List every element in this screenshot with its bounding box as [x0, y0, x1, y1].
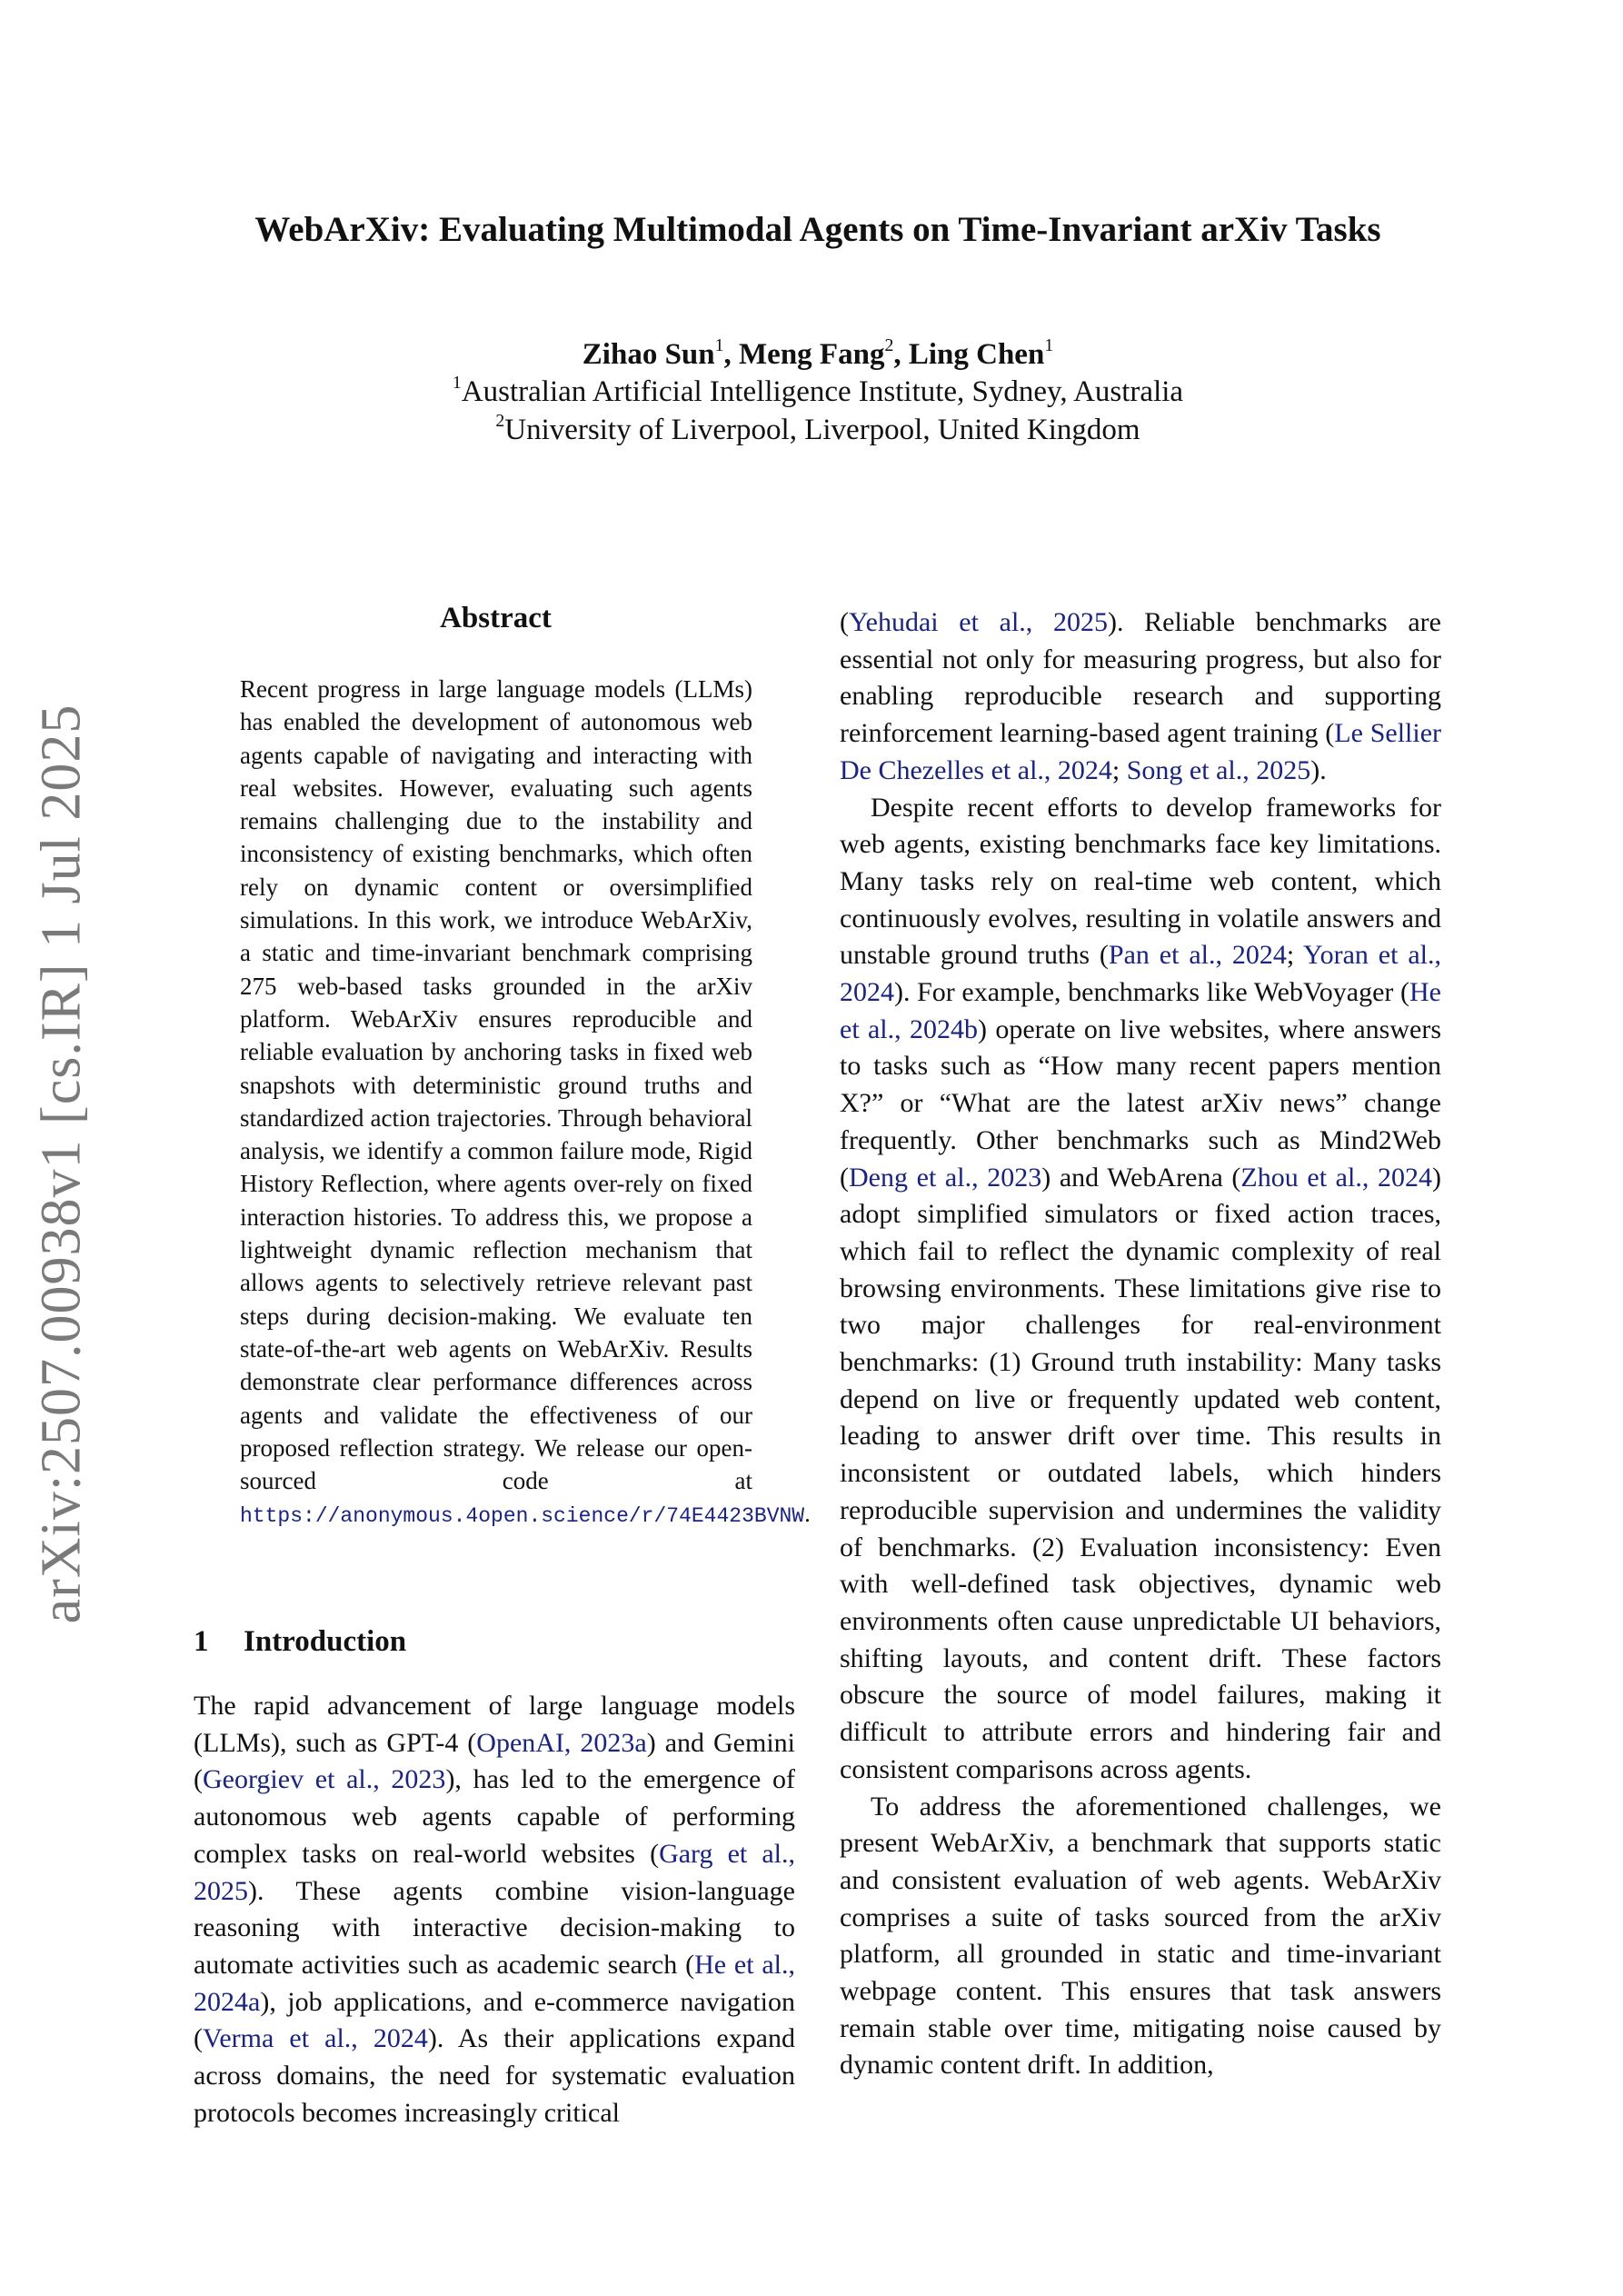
citation-link[interactable]: Garg et al., 2025: [194, 1838, 795, 1906]
affiliation-1: [136, 373, 1499, 411]
author-separator: ,: [893, 338, 909, 371]
citation-link[interactable]: Deng et al., 2023: [849, 1162, 1042, 1193]
text-run: ) and WebArena (: [1041, 1162, 1241, 1193]
abstract-text: Recent progress in large language models (LLMs) has enabled the development of autonomous web agents capable of navigating and interacting with real websites. However, evaluating such agents remains challenging due to the instability and inconsistency of existing benchmarks, which often rely on dynamic content or oversimplified simulations. In this work, we introduce WebArXiv, a static and time-invariant benchmark comprising 275 web-based tasks grounded in the arXiv platform. WebArXiv ensures reproducible and reliable evaluation by anchoring tasks in fixed web snapshots with deterministic ground truths and standardized action trajectories. Through behavioral analysis, we identify a common failure mode, Rigid History Reflection, where agents over-rely on fixed interaction histories. To address this, we propose a lightweight dynamic reflection mechanism that allows agents to selectively retrieve relevant past steps during decision-making. We evaluate ten state-of-the-art web agents on WebArXiv. Results demonstrate clear performance differences across agents and validate the effectiveness of our proposed reflection strategy. We release our open-sourced code at: [240, 675, 752, 1495]
citation-link[interactable]: Yehudai et al., 2025: [849, 607, 1108, 637]
text-run: ;: [1111, 754, 1127, 785]
author-name: Meng Fang: [739, 338, 885, 371]
author-separator: ,: [723, 338, 740, 371]
paragraph-intro-1: [194, 1688, 795, 2131]
citation-link[interactable]: Pan et al., 2024: [1108, 940, 1287, 971]
author-name: Zihao Sun: [582, 338, 715, 371]
text-run: (: [840, 607, 849, 637]
text-run: ), has led to the emergence of autonomous web agents capable of performing complex tasks on real-world websites (: [194, 1764, 795, 1869]
text-run: The rapid advancement of large language models (LLMs), such as GPT-4 (: [194, 1691, 795, 1758]
author-list: [136, 336, 1499, 373]
citation-link[interactable]: He et al., 2024b: [840, 977, 1441, 1044]
affiliation-marker: 1: [452, 373, 462, 393]
abstract-end: .: [804, 1500, 811, 1528]
section-number: 1: [194, 1625, 209, 1658]
affiliation-text: University of Liverpool, Liverpool, United Kingdom: [504, 414, 1140, 446]
section-title: Introduction: [244, 1625, 407, 1658]
abstract-heading: Abstract: [440, 602, 552, 634]
text-run: ), job applications, and e-commerce navigation (: [194, 1986, 795, 2054]
paragraph-intro-1-continued: [840, 604, 1441, 790]
affiliation-marker: 2: [884, 335, 894, 355]
citation-link[interactable]: Zhou et al., 2024: [1240, 1162, 1432, 1193]
citation-link[interactable]: Yoran et al., 2024: [840, 940, 1441, 1008]
affiliation-marker: 2: [495, 411, 505, 431]
text-run: ;: [1286, 940, 1303, 971]
paragraph-intro-2: [840, 790, 1441, 1789]
affiliation-text: Australian Artificial Intelligence Institute, Sydney, Australia: [461, 375, 1184, 408]
affiliation-2: [136, 411, 1499, 449]
paragraph-intro-3: To address the aforementioned challenges, we present WebArXiv, a benchmark that supports static and consistent evaluation of web agents. WebArXiv comprises a suite of tasks sourced from the arXiv platform, all grounded in static and time-invariant webpage content. This ensures that task answers remain stable over time, mitigating noise caused by dynamic content drift. In addition,: [840, 1791, 1441, 2081]
author-block: [136, 336, 1499, 449]
author-name: Ling Chen: [908, 338, 1045, 371]
citation-link[interactable]: Le Sellier De Chezelles et al., 2024: [840, 718, 1442, 785]
text-run: ). Reliable benchmarks are essential not only for measuring progress, but also for enabling reproducible research and supporting reinforcement learning-based agent training (: [840, 607, 1441, 749]
text-run: ). As their applications expand across domains, the need for systematic evaluation protocols becomes increasingly critical: [194, 2023, 795, 2128]
citation-link[interactable]: Verma et al., 2024: [203, 2023, 428, 2054]
text-run: ) operate on live websites, where answers to tasks such as “How many recent papers mention X?” or “What are the latest arXiv news” change frequently. Other benchmarks such as Mind2Web (: [840, 1013, 1441, 1193]
text-run: ) adopt simplified simulators or fixed action traces, which fail to reflect the dynamic complexity of real browsing environments. These limitations give rise to two major challenges for real-environment benchmarks: (1) Ground truth instability: Many tasks depend on live or frequently updated web content, leading to answer drift over time. This results in inconsistent or outdated labels, which hinders reproducible supervision and undermines the validity of benchmarks. (2) Evaluation inconsistency: Even with well-defined task objectives, dynamic web environments often cause unpredictable UI behaviors, shifting layouts, and content drift. These factors obscure the source of model failures, making it difficult to attribute errors and hindering fair and consistent comparisons across agents.: [840, 1162, 1441, 1784]
arxiv-identifier-watermark: [25, 704, 98, 1623]
right-column: [840, 604, 1441, 2084]
affiliation-marker: 1: [714, 335, 724, 355]
affiliation-marker: 1: [1044, 335, 1054, 355]
citation-link[interactable]: Georgiev et al., 2023: [203, 1764, 446, 1795]
text-run: Despite recent efforts to develop frameworks for web agents, existing benchmarks face key limitations. Many tasks rely on real-time web content, which continuously evolves, resulting in volatile answers and unstable ground truths (: [840, 792, 1441, 971]
citation-link[interactable]: Song et al., 2025: [1126, 754, 1311, 785]
left-column: [194, 1688, 795, 2131]
citation-link[interactable]: OpenAI, 2023a: [476, 1727, 647, 1758]
text-run: ).: [1310, 754, 1327, 785]
text-run: ) and Gemini (: [194, 1727, 795, 1795]
text-run: ). For example, benchmarks like WebVoyager (: [894, 977, 1410, 1008]
abstract-body: [240, 673, 811, 1533]
section-heading: [194, 1625, 406, 1659]
code-link[interactable]: https://anonymous.4open.science/r/74E4423BVNW: [240, 1504, 805, 1529]
citation-link[interactable]: He et al., 2024a: [194, 1949, 796, 2017]
arxiv-identifier: arXiv:2507.00938v1 [cs.IR] 1 Jul 2025: [30, 704, 93, 1623]
paper-title: WebArXiv: Evaluating Multimodal Agents on Time-Invariant arXiv Tasks: [254, 210, 1381, 249]
text-run: ). These agents combine vision-language reasoning with interactive decision-making to automate activities such as academic search (: [194, 1875, 795, 1980]
